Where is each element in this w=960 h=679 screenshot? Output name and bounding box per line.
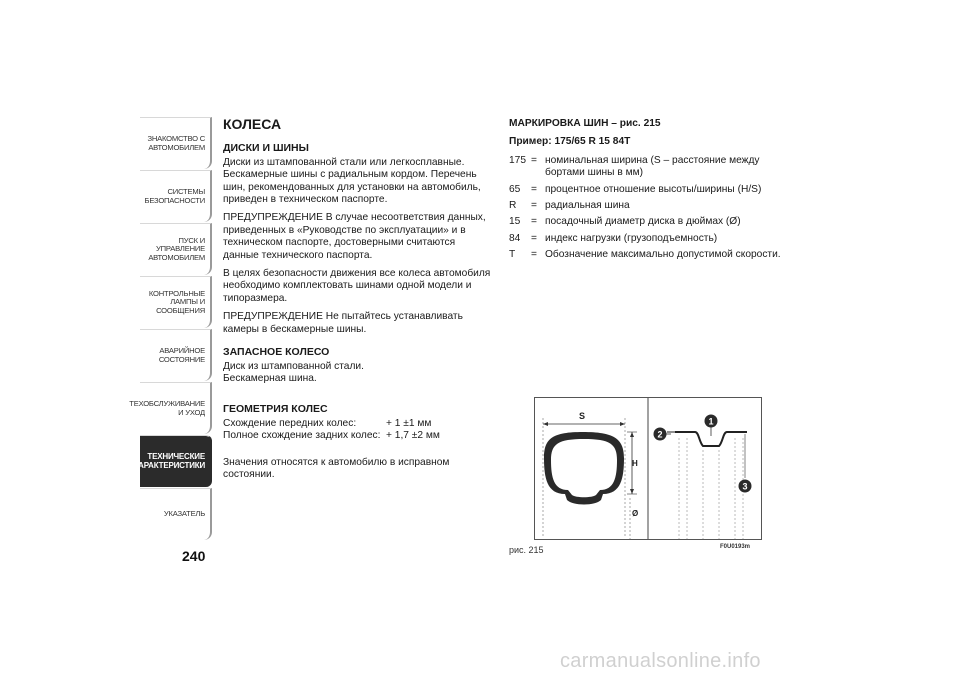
tire-diagram-figure bbox=[534, 397, 762, 540]
note-paragraph: Значения относятся к автомобилю в исправном состоянии. bbox=[223, 456, 450, 480]
text-line: Диск из штампованной стали. bbox=[223, 360, 364, 372]
marking-value: индекс нагрузки (грузоподъемность) bbox=[545, 232, 718, 244]
marking-equals: = bbox=[531, 232, 537, 244]
tab-safety[interactable] bbox=[140, 170, 212, 222]
page-number: 240 bbox=[182, 548, 206, 564]
tab-intro[interactable] bbox=[140, 117, 212, 169]
spec-value: + 1 ±1 мм bbox=[386, 417, 432, 429]
tab-label: УКАЗАТЕЛЬ bbox=[163, 509, 205, 519]
section-heading-wheels-tires: ДИСКИ И ШИНЫ bbox=[223, 142, 309, 155]
marking-equals: = bbox=[531, 154, 537, 166]
tire-cross-section bbox=[543, 411, 638, 539]
figure-code: F0U0193m bbox=[720, 544, 751, 550]
marking-value: процентное отношение высоты/ширины (H/S) bbox=[545, 183, 762, 195]
marking-row bbox=[509, 155, 799, 180]
spec-value: + 1,7 ±2 мм bbox=[386, 430, 440, 442]
marking-row bbox=[509, 184, 799, 196]
arrow-right-icon bbox=[620, 422, 625, 426]
section-heading-wheel-geometry: ГЕОМЕТРИЯ КОЛЕС bbox=[223, 403, 328, 416]
marking-key: T bbox=[509, 249, 516, 261]
tire-marking-title: МАРКИРОВКА ШИН – рис. 215 bbox=[509, 118, 661, 129]
marking-key: 15 bbox=[509, 216, 521, 228]
marking-value: Обозначение максимально допустимой скорости. bbox=[545, 249, 781, 261]
marking-equals: = bbox=[531, 249, 537, 261]
paragraph: Диски из штампованной стали или легкосплавные. Бескамерные шины с радиальным кордом. Перечень шин, рекомендованных для установки на автомобиль, приведен в техническом паспорте. bbox=[223, 156, 481, 206]
marking-row bbox=[509, 249, 799, 261]
arrow-down-icon bbox=[630, 489, 634, 494]
marking-value: номинальная ширина (S – расстояние между бортами шины в мм) bbox=[545, 154, 760, 179]
callout-3-label: 3 bbox=[742, 481, 748, 492]
tab-driving[interactable] bbox=[140, 223, 212, 275]
tab-label: АВАРИЙНОЕ СОСТОЯНИЕ bbox=[158, 346, 205, 364]
tire-inner-icon bbox=[551, 439, 617, 497]
spec-row bbox=[223, 418, 493, 430]
marking-value: посадочный диаметр диска в дюймах (Ø) bbox=[545, 216, 741, 228]
left-column bbox=[223, 118, 493, 487]
tab-label: СИСТЕМЫ БЕЗОПАСНОСТИ bbox=[144, 187, 205, 205]
callout-2-label: 2 bbox=[657, 429, 663, 440]
marking-key: 175 bbox=[509, 154, 526, 166]
marking-key: 84 bbox=[509, 232, 521, 244]
tire-marking-example: Пример: 175/65 R 15 84T bbox=[509, 136, 631, 148]
tab-emergency[interactable] bbox=[140, 329, 212, 381]
label-s: S bbox=[579, 411, 586, 421]
marking-row bbox=[509, 233, 799, 245]
spec-row bbox=[223, 430, 493, 442]
warning-paragraph: ПРЕДУПРЕЖДЕНИЕ Не пытайтесь устанавливать камеры в бескамерные шины. bbox=[223, 311, 463, 335]
warning-paragraph: ПРЕДУПРЕЖДЕНИЕ В случае несоответствия данных, приведенных в «Руководстве по эксплуатации» и в техническом паспорте, достоверными считаются данные технического паспорта. bbox=[223, 212, 486, 261]
tab-warning-lights[interactable] bbox=[140, 276, 212, 328]
tab-label: ПУСК И УПРАВЛЕНИЕ АВТОМОБИЛЕМ bbox=[148, 236, 205, 262]
paragraph: В целях безопасности движения все колеса автомобиля необходимо комплектовать шинами одной модели и типоразмера. bbox=[223, 268, 491, 304]
section-heading-spare-wheel: ЗАПАСНОЕ КОЛЕСО bbox=[223, 346, 330, 359]
chapter-sidebar bbox=[129, 117, 212, 541]
marking-row bbox=[509, 216, 799, 228]
arrow-up-icon bbox=[630, 432, 634, 437]
tab-technical-specs[interactable] bbox=[133, 435, 212, 487]
tab-index[interactable] bbox=[140, 488, 212, 540]
watermark: carmanualsonline.info bbox=[560, 650, 761, 672]
label-diameter: Ø bbox=[632, 509, 639, 518]
figure-caption: рис. 215 bbox=[509, 545, 544, 555]
tire-diagram bbox=[535, 398, 761, 539]
spec-label: Полное схождение задних колес: bbox=[223, 430, 381, 442]
tab-label: ТЕХНИЧЕСКИЕ ХАРАКТЕРИСТИКИ bbox=[133, 452, 205, 470]
marking-key: 65 bbox=[509, 183, 521, 195]
tab-label: ТЕХОБСЛУЖИВАНИЕ И УХОД bbox=[129, 399, 205, 417]
text-line: Бескамерная шина. bbox=[223, 372, 317, 384]
marking-key: R bbox=[509, 200, 517, 212]
marking-value: радиальная шина bbox=[545, 200, 630, 212]
right-column bbox=[509, 118, 799, 266]
marking-equals: = bbox=[531, 216, 537, 228]
arrow-left-icon bbox=[543, 422, 548, 426]
tab-label: КОНТРОЛЬНЫЕ ЛАМПЫ И СООБЩЕНИЯ bbox=[148, 289, 205, 315]
marking-equals: = bbox=[531, 200, 537, 212]
tab-label: ЗНАКОМСТВО С АВТОМОБИЛЕМ bbox=[147, 134, 205, 152]
page-title: КОЛЕСА bbox=[223, 116, 282, 132]
callout-1-label: 1 bbox=[708, 416, 714, 427]
marking-equals: = bbox=[531, 183, 537, 195]
spec-label: Схождение передних колес: bbox=[223, 417, 357, 429]
marking-row bbox=[509, 200, 799, 212]
tab-maintenance[interactable] bbox=[129, 382, 212, 434]
label-h: H bbox=[632, 459, 638, 468]
rim-profile bbox=[654, 415, 752, 540]
